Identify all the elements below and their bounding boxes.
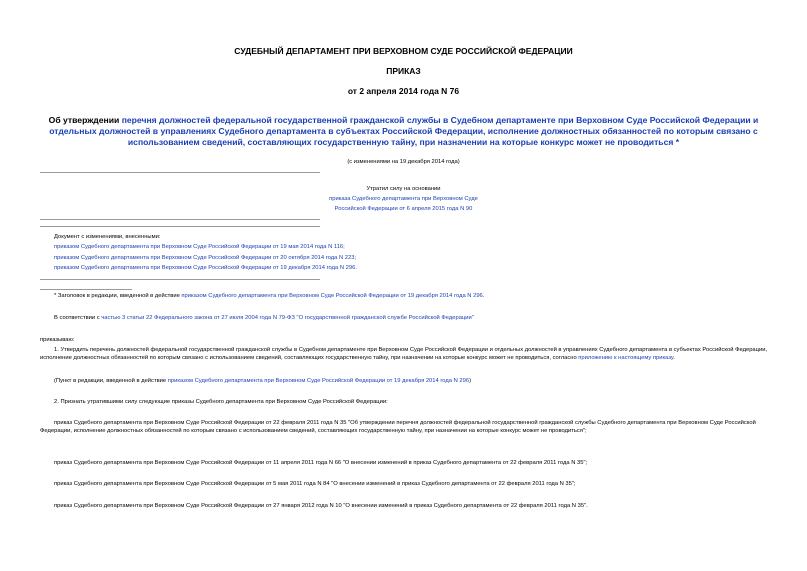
footnote-link[interactable]: приказом Судебного департамента при Верховном Суде Российской Федерации от 19 декабря 2014 года N 296 xyxy=(181,293,483,299)
divider xyxy=(40,226,320,227)
lost-force-link-2[interactable]: Российской Федерации от 6 апреля 2015 года N 90 xyxy=(334,206,473,212)
divider xyxy=(40,219,320,220)
document-title xyxy=(36,115,771,148)
item-1-note-link[interactable]: приказом Судебного департамента при Верховном Суде Российской Федерации от 19 декабря 2014 года N 296 xyxy=(167,378,470,384)
footnote xyxy=(54,293,484,301)
repealed-order: приказ Судебного департамента при Верховном Суде Российской Федерации от 11 апреля 2011 года N 66 "О внесении изменений в приказ Судебного департамента от 22 февраля 2011 года N 35"; xyxy=(54,460,588,466)
amendment-link[interactable]: приказом Судебного департамента при Верховном Суде Российской Федерации от 20 октября 2014 года N 223; xyxy=(54,255,357,261)
repealed-order: приказ Судебного департамента при Верховном Суде Российской Федерации от 5 мая 2011 года N 84 "О внесении изменений в приказ Судебного департамента от 22 февраля 2011 года N 35"; xyxy=(54,481,576,487)
accordance-link[interactable]: частью 3 статьи 22 Федерального закона от 27 июля 2004 года N 79-ФЗ "О государственной гражданской службе Российской Федерации" xyxy=(101,315,474,321)
item-1-note-prefix: (Пункт в редакции, введенной в действие xyxy=(54,378,168,384)
divider xyxy=(40,172,320,173)
item-1 xyxy=(40,347,770,362)
department-heading: СУДЕБНЫЙ ДЕПАРТАМЕНТ ПРИ ВЕРХОВНОМ СУДЕ РОССИЙСКОЙ ФЕДЕРАЦИИ xyxy=(234,46,573,56)
title-prefix: Об утверждении xyxy=(48,115,122,125)
doc-date-number: от 2 апреля 2014 года N 76 xyxy=(347,86,460,96)
item-2: 2. Признать утратившими силу следующие приказы Судебного департамента при Верховном Суде Российской Федерации: xyxy=(54,399,388,405)
item-1-suffix: . xyxy=(673,354,675,361)
item-1-text: 1. Утвердить перечень должностей федеральной государственной гражданской службы в Судебном департаменте при Верховном Суде Российской Федерации и отдельных должностей в управлениях Судебного департамента в субъектах Российской Федерации, исполнение должностных обязанностей по которым связано с использованием сведений, составляющих государственную тайну, при назначении на которые конкурс может не проводиться, согласно xyxy=(40,347,768,361)
changes-note: (с изменениями на 19 декабря 2014 года) xyxy=(347,159,460,165)
footnote-suffix: . xyxy=(482,293,485,299)
doc-type-heading: ПРИКАЗ xyxy=(386,66,421,76)
repealed-order: приказ Судебного департамента при Верховном Суде Российской Федерации от 22 февраля 2011 года N 35 "Об утверждении перечня должностей федеральной государственной гражданской службы Судебного департамента при Верховном Суде Российской Федерации, исполнение должностных обязанностей по которым связано с использованием сведений, составляющих государственную тайну, при назначении на которые конкурс может не проводиться"; xyxy=(40,420,756,434)
amendment-link[interactable]: приказом Судебного департамента при Верховном Суде Российской Федерации от 19 декабря 2014 года N 296. xyxy=(54,265,357,271)
amendment-link[interactable]: приказом Судебного департамента при Верховном Суде Российской Федерации от 19 мая 2014 года N 116; xyxy=(54,244,345,250)
repealed-order: приказ Судебного департамента при Верховном Суде Российской Федерации от 27 января 2012 года N 10 "О внесении изменений в приказ Судебного департамента от 22 февраля 2011 года N 35". xyxy=(54,503,588,509)
amendments-label: Документ с изменениями, внесенными: xyxy=(54,234,161,240)
accordance-prefix: В соответствии с xyxy=(54,315,102,321)
item-1-note-suffix: ) xyxy=(469,378,472,384)
item-1-note xyxy=(54,378,471,386)
accordance-paragraph xyxy=(54,315,474,323)
lost-force-link-1[interactable]: приказа Судебного департамента при Верховном Суде xyxy=(329,196,478,202)
footnote-divider xyxy=(40,289,132,290)
footnote-prefix: * Заголовок в редакции, введенной в действие xyxy=(54,293,182,299)
lost-force-label: Утратил силу на основании xyxy=(366,186,441,192)
divider xyxy=(40,279,320,280)
title-link[interactable]: перечня должностей федеральной государственной гражданской службы в Судебном департаменте при Верховном Суде Российской Федерации и отдельных должностей в управлениях Судебного департамента в субъектах Российской Федерации, исполнение должностных обязанностей по которым связано с использованием сведений, составляющих государственную тайну, при назначении на которые конкурс может не проводиться * xyxy=(49,115,759,147)
order-word: приказываю: xyxy=(40,337,75,343)
appendix-link[interactable]: приложению к настоящему приказу xyxy=(578,354,674,361)
